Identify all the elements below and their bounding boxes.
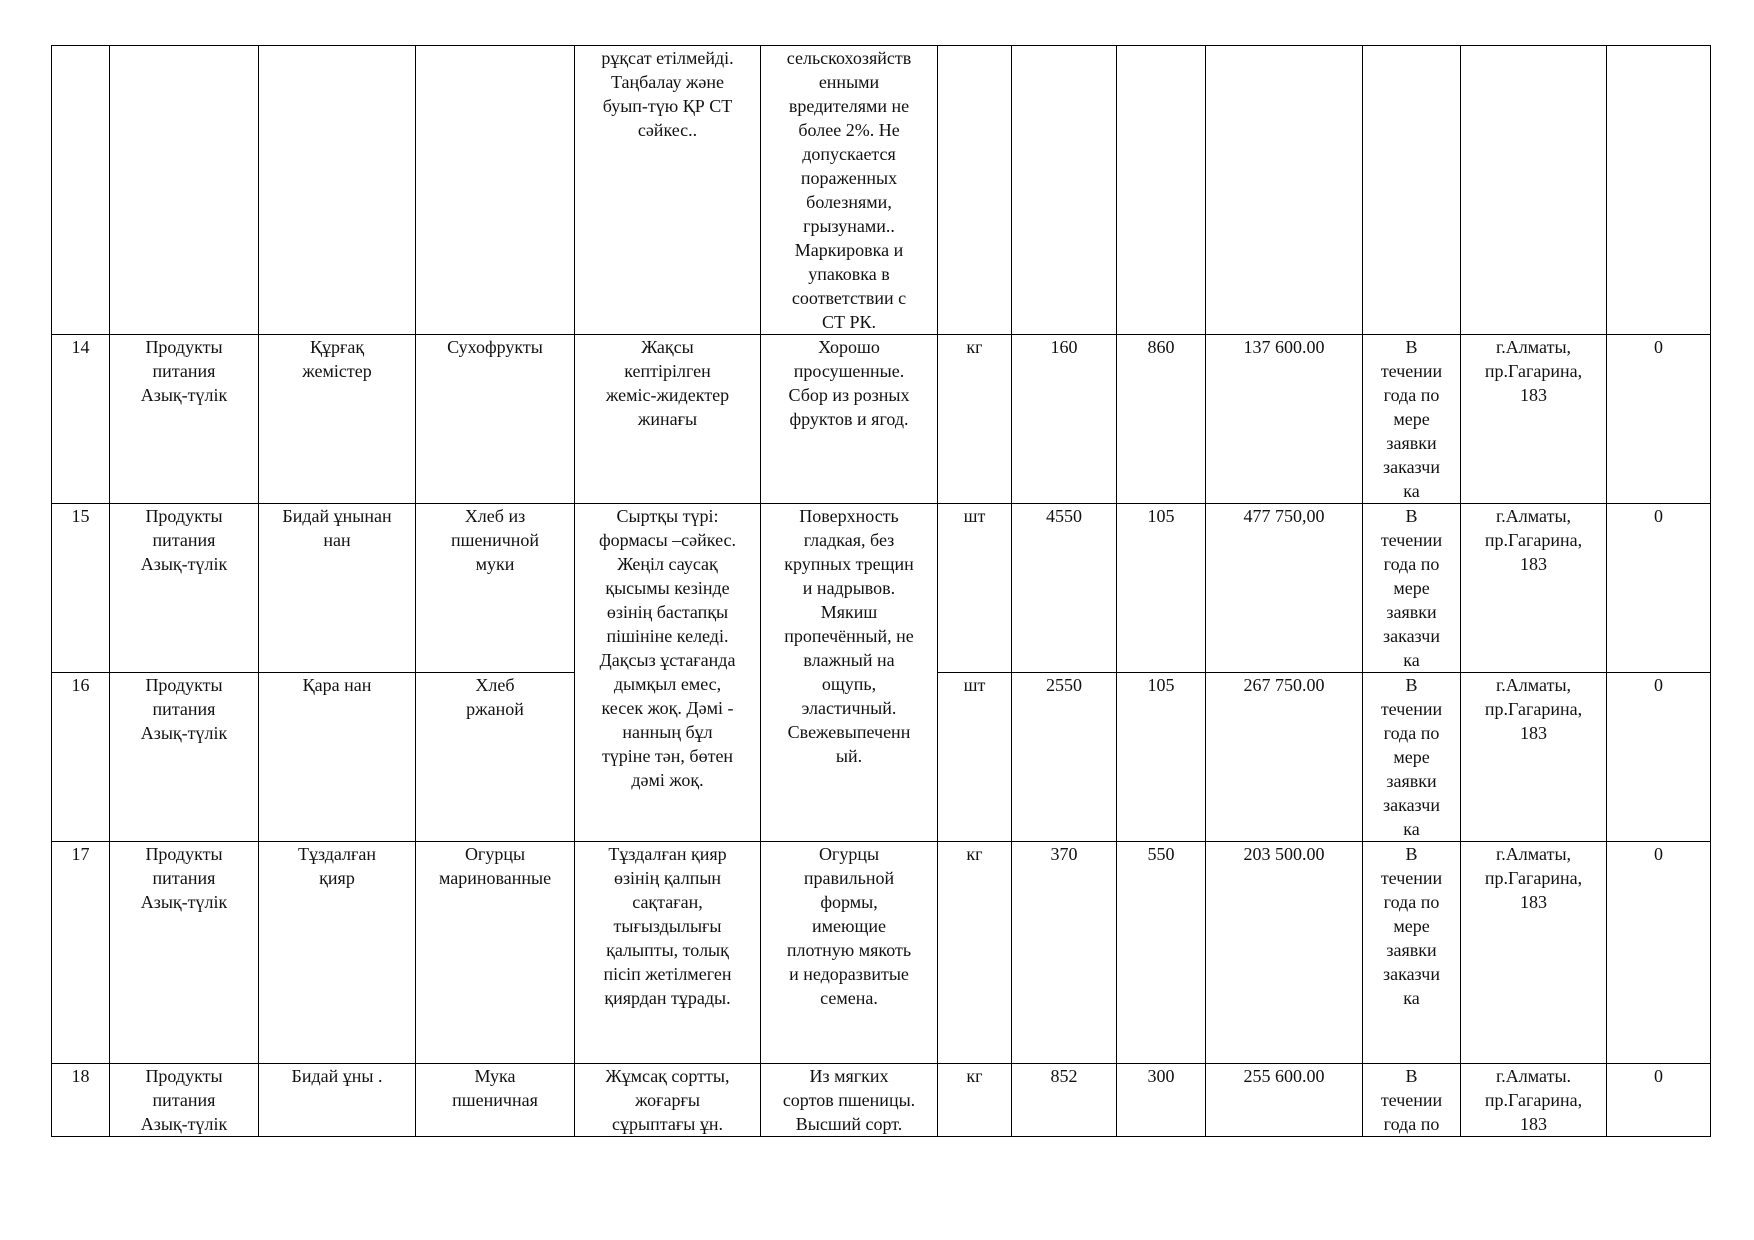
cell-line: муки	[475, 554, 515, 574]
cell-line: Азық-түлік	[140, 892, 228, 912]
cell-line: дымқыл емес,	[613, 674, 722, 694]
cell-line: Продукты	[145, 844, 223, 864]
table-row	[52, 1064, 1711, 1137]
cell-line: Азық-түлік	[140, 385, 228, 405]
term-cell	[1363, 1064, 1461, 1137]
advance-cell: 0	[1607, 673, 1711, 842]
spec-ru-cell	[761, 335, 938, 504]
cell-line: гладкая, без	[803, 530, 895, 550]
cell-line: 183	[1520, 554, 1547, 574]
term-cell	[1363, 504, 1461, 673]
cell-line: Сыртқы түрі:	[616, 506, 719, 526]
spec-kz-cell	[575, 504, 761, 842]
cell-line: года по	[1383, 1114, 1440, 1134]
cell-line: течении	[1380, 1090, 1443, 1110]
cell-line: дәмі жоқ.	[631, 770, 704, 790]
cell-line: г.Алматы,	[1495, 675, 1572, 695]
spec-kz-cell	[575, 1064, 761, 1137]
cell-line: пішініне келеді.	[606, 626, 729, 646]
cell-line: течении	[1380, 361, 1443, 381]
cell-line: жоғарғы	[635, 1090, 700, 1110]
cell-line: жеміс-жидектер	[605, 385, 730, 405]
cell-line: соответствии с	[791, 288, 907, 308]
cell-line: просушенные.	[793, 361, 905, 381]
cell-line: Тұздалған қияр	[608, 844, 727, 864]
advance-cell: 0	[1607, 842, 1711, 1064]
cell-line: Поверхность	[799, 506, 899, 526]
cell-line: Азық-түлік	[140, 1114, 228, 1134]
sum-cell: 203 500.00	[1206, 842, 1363, 1064]
cell-line: заявки	[1386, 771, 1437, 791]
place-cell	[1461, 673, 1607, 842]
name-ru-cell	[416, 335, 575, 504]
table-row-continuation	[52, 46, 1711, 335]
cell-line: упаковка в	[808, 264, 890, 284]
cell-line: влажный на	[803, 650, 895, 670]
cell-line: пр.Гагарина,	[1484, 1090, 1583, 1110]
cell-line: пр.Гагарина,	[1484, 868, 1583, 888]
cell-line: эластичный.	[801, 698, 897, 718]
cell-line: Жұмсақ сортты,	[605, 1066, 730, 1086]
cell-line: В	[1405, 506, 1418, 526]
cell-line: жинағы	[637, 409, 698, 429]
cell-line: 183	[1520, 892, 1547, 912]
name-kz-cell	[259, 335, 416, 504]
quantity-cell: 2550	[1012, 673, 1117, 842]
cell-line: кептірілген	[624, 361, 711, 381]
category-cell	[110, 504, 259, 673]
quantity-cell: 160	[1012, 335, 1117, 504]
cell-line: қияр	[319, 868, 355, 888]
cell-line: и недоразвитые	[789, 964, 909, 984]
cell-line: енными	[818, 72, 880, 92]
term-cell	[1363, 673, 1461, 842]
cell-line: пропечённый, не	[784, 626, 914, 646]
cell-line: Мякиш	[820, 602, 878, 622]
cell-line: заказчи	[1383, 626, 1440, 646]
cell-line: сортов пшеницы.	[782, 1090, 916, 1110]
cell-line: плотную мякоть	[786, 940, 912, 960]
cell-line: течении	[1380, 699, 1443, 719]
price-cell: 550	[1117, 842, 1206, 1064]
cell-line: В	[1405, 1066, 1418, 1086]
cell-line: мере	[1393, 409, 1430, 429]
cell-line: Бидай ұнынан	[282, 506, 392, 526]
cell-line: пр.Гагарина,	[1484, 530, 1583, 550]
name-ru-cell	[416, 504, 575, 673]
advance-cell: 0	[1607, 504, 1711, 673]
cell-line: Из мягких	[809, 1066, 889, 1086]
cell-line: грызунами..	[803, 216, 895, 236]
cell-line: заявки	[1386, 940, 1437, 960]
cell-line: кесек жоқ. Дәмі -	[601, 698, 734, 718]
row-number-cell: 18	[52, 1064, 110, 1137]
cell-line: Тұздалған	[297, 844, 377, 864]
cell-line: имеющие	[812, 916, 886, 936]
cell-line: қалыпты, толық	[606, 940, 729, 960]
cell-line: пшеничной	[450, 530, 540, 550]
name-kz-cell	[259, 842, 416, 1064]
cell-line: фруктов и ягод.	[789, 409, 909, 429]
row-number-cell: 16	[52, 673, 110, 842]
cell-line: пшеничная	[452, 1090, 538, 1110]
cell-line: тығыздылығы	[613, 916, 722, 936]
cell-line: ощупь,	[821, 674, 877, 694]
cell-line: ка	[1403, 650, 1420, 670]
table-row	[52, 842, 1711, 1064]
cell-line: Таңбалау және	[610, 72, 725, 92]
cell-line: Жақсы	[641, 337, 694, 357]
cell-line: Жеңіл саусақ	[617, 554, 718, 574]
cell-line: заказчи	[1383, 457, 1440, 477]
cell-line: Сухофрукты	[447, 337, 543, 357]
place-cell	[1461, 842, 1607, 1064]
cell-line: крупных трещин	[784, 554, 914, 574]
sum-cell: 137 600.00	[1206, 335, 1363, 504]
cell-line: түріне тән, бөтен	[601, 746, 734, 766]
cell-line: заказчи	[1383, 964, 1440, 984]
cell-line: 183	[1520, 385, 1547, 405]
cell-line: Құрғақ	[309, 337, 365, 357]
cell-line: ржаной	[466, 699, 524, 719]
cell-line: В	[1405, 844, 1418, 864]
cell-line: питания	[152, 530, 216, 550]
term-cell	[1363, 842, 1461, 1064]
name-kz-cell	[259, 673, 416, 842]
spec-kz-cell	[575, 335, 761, 504]
cell-line: нанның бұл	[622, 722, 713, 742]
spec-kz-cell	[575, 842, 761, 1064]
cell-line: питания	[152, 699, 216, 719]
cell-line: Огурцы	[818, 844, 880, 864]
cell-line: ый.	[835, 746, 863, 766]
cell-line: маринованные	[438, 868, 552, 888]
name-ru-cell	[416, 842, 575, 1064]
quantity-cell: 370	[1012, 842, 1117, 1064]
cell-line: г.Алматы,	[1495, 844, 1572, 864]
cell-line: рұқсат етілмейді.	[601, 48, 734, 68]
cell-line: Продукты	[145, 1066, 223, 1086]
cell-line: семена.	[820, 988, 878, 1008]
cell-line: сәйкес..	[637, 120, 698, 140]
cell-line: заявки	[1386, 602, 1437, 622]
unit-cell: кг	[938, 842, 1012, 1064]
cell-line: қысымы кезінде	[605, 578, 730, 598]
category-cell	[110, 842, 259, 1064]
sum-cell: 477 750,00	[1206, 504, 1363, 673]
cell-line: допускается	[802, 144, 896, 164]
cell-line: питания	[152, 868, 216, 888]
cell-line: Хлеб	[475, 675, 515, 695]
cell-line: формасы –сәйкес.	[598, 530, 737, 550]
cell-line: г.Алматы,	[1495, 506, 1572, 526]
cell-line: Қара нан	[302, 675, 372, 695]
cell-line: жемістер	[302, 361, 372, 381]
cell-line: болезнями,	[806, 192, 892, 212]
cell-line: өзінің бастапқы	[606, 602, 729, 622]
price-cell: 300	[1117, 1064, 1206, 1137]
spec-ru-cell	[761, 504, 938, 842]
cell-line: ка	[1403, 819, 1420, 839]
cell-line: Продукты	[145, 675, 223, 695]
name-ru-cell	[416, 673, 575, 842]
table-row	[52, 335, 1711, 504]
cell-line: мере	[1393, 747, 1430, 767]
name-ru-cell	[416, 1064, 575, 1137]
unit-cell: шт	[938, 504, 1012, 673]
unit-cell: шт	[938, 673, 1012, 842]
cell-line: сельскохозяйств	[786, 48, 912, 68]
cell-line: течении	[1380, 530, 1443, 550]
cell-line: 183	[1520, 1114, 1547, 1134]
cell-line: пісіп жетілмеген	[603, 964, 732, 984]
unit-cell: кг	[938, 335, 1012, 504]
cell-line: течении	[1380, 868, 1443, 888]
cell-line: Азық-түлік	[140, 554, 228, 574]
cell-line: Маркировка и	[794, 240, 904, 260]
sum-cell: 267 750.00	[1206, 673, 1363, 842]
price-cell: 105	[1117, 504, 1206, 673]
sum-cell: 255 600.00	[1206, 1064, 1363, 1137]
cell-line: г.Алматы.	[1495, 1066, 1572, 1086]
category-cell	[110, 1064, 259, 1137]
cell-line: СТ РК.	[821, 312, 877, 332]
cell-line: нан	[323, 530, 351, 550]
cell-line: Азық-түлік	[140, 723, 228, 743]
price-cell: 105	[1117, 673, 1206, 842]
cell-line: года по	[1383, 385, 1440, 405]
row-number-cell: 14	[52, 335, 110, 504]
cell-line: года по	[1383, 892, 1440, 912]
cell-line: правильной	[803, 868, 895, 888]
cell-line: питания	[152, 361, 216, 381]
cell-line: ка	[1403, 481, 1420, 501]
cell-line: вредителями не	[788, 96, 910, 116]
table-row	[52, 504, 1711, 673]
cell-line: Сбор из розных	[788, 385, 910, 405]
cell-line: Мука	[474, 1066, 516, 1086]
cell-line: Бидай ұны .	[291, 1066, 383, 1086]
spec-ru-cell	[761, 842, 938, 1064]
cell-line: мере	[1393, 578, 1430, 598]
term-cell	[1363, 335, 1461, 504]
cell-line: мере	[1393, 916, 1430, 936]
name-kz-cell	[259, 1064, 416, 1137]
cell-line: формы,	[820, 892, 878, 912]
advance-cell: 0	[1607, 1064, 1711, 1137]
cell-line: Огурцы	[464, 844, 526, 864]
cell-line: өзінің қалпын	[613, 868, 722, 888]
cell-line: В	[1405, 337, 1418, 357]
row-number-cell: 15	[52, 504, 110, 673]
category-cell	[110, 335, 259, 504]
spec-kz-cell	[575, 46, 761, 335]
cell-line: Продукты	[145, 506, 223, 526]
cell-line: Свежевыпеченн	[787, 722, 911, 742]
name-kz-cell	[259, 504, 416, 673]
cell-line: Хлеб из	[464, 506, 526, 526]
cell-line: года по	[1383, 723, 1440, 743]
price-cell: 860	[1117, 335, 1206, 504]
cell-line: Хорошо	[818, 337, 880, 357]
quantity-cell: 852	[1012, 1064, 1117, 1137]
cell-line: Высший сорт.	[795, 1114, 903, 1134]
category-cell	[110, 673, 259, 842]
cell-line: пр.Гагарина,	[1484, 361, 1583, 381]
cell-line: заявки	[1386, 433, 1437, 453]
cell-line: Дақсыз ұстағанда	[599, 650, 736, 670]
cell-line: Продукты	[145, 337, 223, 357]
advance-cell: 0	[1607, 335, 1711, 504]
cell-line: 183	[1520, 723, 1547, 743]
cell-line: заказчи	[1383, 795, 1440, 815]
place-cell	[1461, 504, 1607, 673]
unit-cell: кг	[938, 1064, 1012, 1137]
cell-line: сақтаған,	[632, 892, 703, 912]
cell-line: и надрывов.	[802, 578, 896, 598]
cell-line: В	[1405, 675, 1418, 695]
row-number-cell: 17	[52, 842, 110, 1064]
cell-line: года по	[1383, 554, 1440, 574]
place-cell	[1461, 335, 1607, 504]
cell-line: пораженных	[800, 168, 898, 188]
cell-line: более 2%. Не	[798, 120, 900, 140]
quantity-cell: 4550	[1012, 504, 1117, 673]
procurement-table	[51, 45, 1711, 1137]
cell-line: питания	[152, 1090, 216, 1110]
cell-line: ка	[1403, 988, 1420, 1008]
cell-line: г.Алматы,	[1495, 337, 1572, 357]
cell-line: буып-түю ҚР СТ	[602, 96, 733, 116]
place-cell	[1461, 1064, 1607, 1137]
spec-ru-cell	[761, 1064, 938, 1137]
cell-line: сұрыптағы ұн.	[612, 1114, 723, 1134]
cell-line: қиярдан тұрады.	[604, 988, 731, 1008]
cell-line: пр.Гагарина,	[1484, 699, 1583, 719]
spec-ru-cell	[761, 46, 938, 335]
